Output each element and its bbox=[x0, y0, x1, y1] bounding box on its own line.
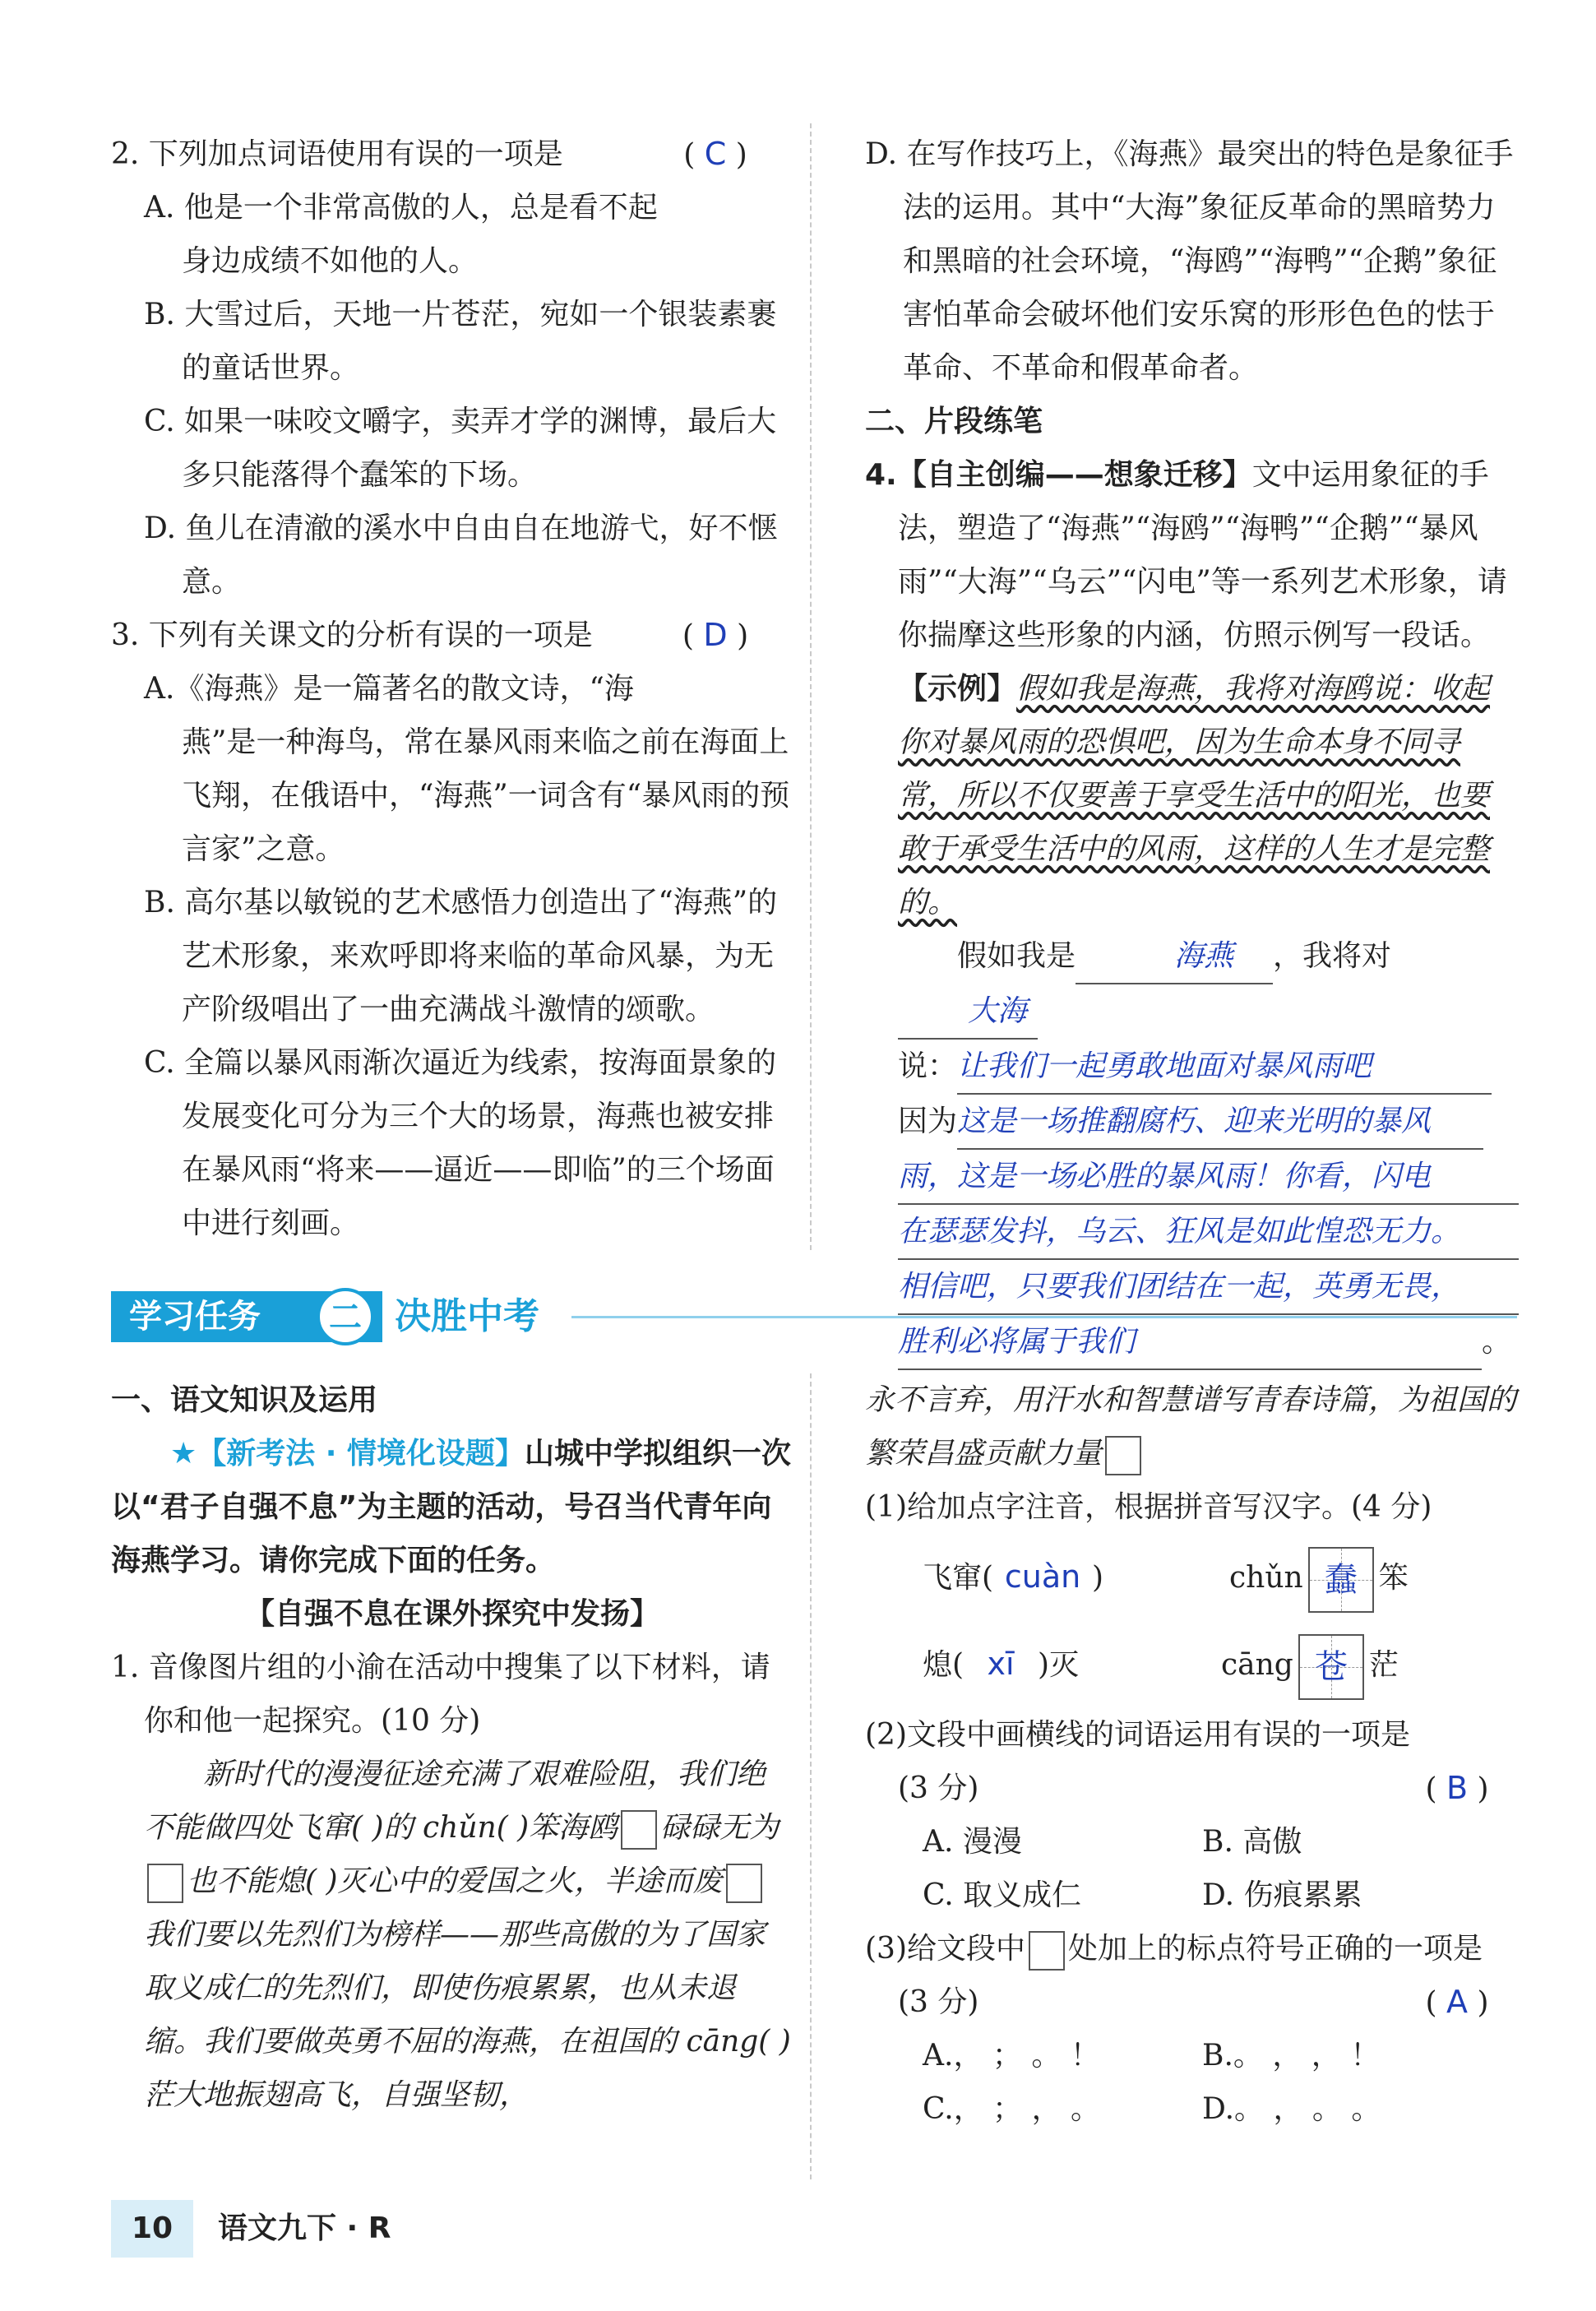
banner-title: 决胜中考 bbox=[395, 1295, 539, 1337]
q2-answer-paren: ( C ) bbox=[683, 136, 747, 172]
sub3-options-row-1 bbox=[923, 2029, 1519, 2082]
q1-passage: 新时代的漫漫征途充满了艰难险阻，我们绝不能做四处飞窜( )的 chǔn( )笨海鸥 碌碌无为也不能熄( )灭心中的爱国之火，半途而废我们要以先烈们为榜样——那些高傲的为了国家取义成仁的先烈们，即使伤痕累累，也从未退缩。我们要做英勇不屈的海燕，在祖国的 cāng( )茫大地振翅高飞，自强坚韧， bbox=[144, 1758, 791, 2112]
answer-line-last: 胜利必将属于我们 。 bbox=[898, 1315, 1519, 1370]
sub2-answer: B bbox=[1446, 1770, 1469, 1806]
char-grid-cang: 苍 bbox=[1298, 1634, 1364, 1700]
example-text: 假如我是海燕，我将对海鸥说：收起你对暴风雨的恐惧吧，因为生命本身不同寻常，所以不仅要善于享受生活中的阳光，也要敢于承受生活中的风雨，这样的人生才是完整的。 bbox=[898, 672, 1491, 919]
sub-question-2-score: (3 分) ( B ) bbox=[898, 1762, 1519, 1815]
sub2-option-b: B. 高傲 bbox=[1202, 1825, 1302, 1859]
punct-box-4 bbox=[1105, 1436, 1141, 1475]
q4-stem: 4.【自主创编——想象迁移】文中运用象征的手法，塑造了“海燕”“海鸥”“海鸭”“企鹅”“暴风雨”“大海”“乌云”“闪电”等一系列艺术形象，请你揣摩这些形象的内涵，仿照示例写一段话。 bbox=[865, 458, 1507, 652]
banner-number: 二 bbox=[317, 1288, 374, 1345]
sub3-options-row-2 bbox=[923, 2082, 1519, 2136]
sub3-option-a: A.， ； 。 ！ bbox=[923, 2039, 1100, 2072]
answer-line-2: 说：让我们一起勇敢地面对暴风雨吧 bbox=[898, 1040, 1519, 1095]
q1-stem: 1. 音像图片组的小渝在活动中搜集了以下材料，请你和他一起探究。(10 分) bbox=[111, 1651, 770, 1738]
sub-question-2: (2)文段中画横线的词语运用有误的一项是 bbox=[865, 1718, 1410, 1752]
fill-blank-2: 大海 bbox=[898, 984, 1038, 1040]
banner-rule bbox=[571, 1316, 1517, 1318]
sub2-answer-paren: ( B ) bbox=[1425, 1770, 1489, 1806]
sub-question-3-score: (3 分) ( A ) bbox=[898, 1975, 1519, 2029]
fill-blank-3: 让我们一起勇敢地面对暴风雨吧 bbox=[957, 1040, 1492, 1095]
example-tag: 【示例】 bbox=[898, 672, 1017, 706]
q4-example bbox=[898, 662, 1519, 929]
q3-option-d: D. 在写作技巧上，《海燕》最突出的特色是象征手法的运用。其中“大海”象征反革命的黑暗势力和黑暗的社会环境，“海鸥”“海鸭”“企鹅”象征害怕革命会破坏他们安乐窝的形形色色的怯于革命、不革命和假革命者。 bbox=[865, 137, 1514, 385]
fill-blank-1: 海燕 bbox=[1076, 929, 1273, 984]
new-exam-tag: ★【新考法 · 情境化设题】 bbox=[170, 1437, 525, 1470]
sub2-option-d: D. 伤痕累累 bbox=[1202, 1878, 1362, 1912]
punct-box-ref bbox=[1029, 1931, 1065, 1971]
q3-answer-paren: ( D ) bbox=[682, 617, 749, 653]
answer-line-3: 因为这是一场推翻腐朽、迎来光明的暴风 bbox=[898, 1095, 1519, 1150]
sub2-option-c: C. 取义成仁 bbox=[923, 1878, 1082, 1912]
q2-stem: 2. 下列加点词语使用有误的一项是 ( C ) bbox=[111, 127, 793, 181]
char-grid-chun: 蠢 bbox=[1308, 1547, 1374, 1613]
sub3-option-c: C.， ； ， 。 bbox=[923, 2092, 1101, 2126]
sub-question-1: (1)给加点字注音，根据拼音写汉字。(4 分) bbox=[865, 1490, 1432, 1524]
pinyin-answer-cuan: cuàn bbox=[1004, 1558, 1081, 1595]
book-title: 语文九下 · R bbox=[218, 2211, 391, 2245]
fill-line-1: 这是一场推翻腐朽、迎来光明的暴风 bbox=[957, 1095, 1483, 1150]
q2-option-c: C. 如果一味咬文嚼字，卖弄才学的渊博，最后大多只能落得个蠢笨的下场。 bbox=[144, 405, 777, 492]
banner-label: 学习任务 bbox=[111, 1291, 382, 1342]
left-top-column bbox=[111, 127, 793, 1250]
section-title-practice: 二、片段练笔 bbox=[865, 405, 1043, 438]
fill-line-4: 相信吧，只要我们团结在一起，英勇无畏， bbox=[898, 1260, 1519, 1315]
fill-line-2: 雨，这是一场必胜的暴风雨！你看，闪电 bbox=[898, 1150, 1519, 1205]
column-divider-bottom bbox=[810, 1373, 812, 2179]
answer-line-1: 假如我是 海燕 ，我将对大海 bbox=[898, 929, 1519, 1040]
right-top-column bbox=[865, 127, 1519, 1370]
punct-box-2 bbox=[147, 1864, 183, 1903]
sub3-option-b: B.。 ， ， ！ bbox=[1202, 2039, 1381, 2072]
sub3-option-d: D.。 ， 。 。 bbox=[1202, 2092, 1381, 2126]
q3-stem: 3. 下列有关课文的分析有误的一项是 ( D ) bbox=[111, 609, 793, 662]
q4-tag: 4.【自主创编——想象迁移】 bbox=[865, 458, 1252, 492]
sub-title: 【自强不息在课外探究中发扬】 bbox=[244, 1597, 659, 1631]
q3-answer: D bbox=[703, 617, 728, 653]
section-title-knowledge: 一、语文知识及运用 bbox=[111, 1383, 378, 1417]
sub2-options-row-2 bbox=[923, 1869, 1519, 1922]
fill-line-3: 在瑟瑟发抖，乌云、狂风是如此惶恐无力。 bbox=[898, 1205, 1519, 1260]
sub3-answer-paren: ( A ) bbox=[1425, 1984, 1489, 2020]
sub2-option-a: A. 漫漫 bbox=[923, 1825, 1022, 1859]
q2-option-a: A. 他是一个非常高傲的人，总是看不起身边成绩不如他的人。 bbox=[144, 191, 658, 278]
fill-line-5: 胜利必将属于我们 bbox=[898, 1315, 1482, 1370]
q3-option-c: C. 全篇以暴风雨渐次逼近为线索，按海面景象的发展变化可分为三个大的场景，海燕也被安排在暴风雨“将来——逼近——即临”的三个场面中进行刻画。 bbox=[144, 1046, 777, 1240]
punct-box-1 bbox=[621, 1810, 657, 1850]
q3-option-b: B. 高尔基以敏锐的艺术感悟力创造出了“海燕”的艺术形象，来欢呼即将来临的革命风暴，为无产阶级唱出了一曲充满战斗激情的颂歌。 bbox=[144, 886, 778, 1026]
page-footer bbox=[111, 2200, 391, 2258]
pinyin-row-2: 熄( xī )灭 cāng 苍 茫 bbox=[923, 1621, 1519, 1708]
right-bottom-column bbox=[865, 1373, 1519, 2136]
pinyin-answer-xi: xī bbox=[987, 1646, 1015, 1682]
q2-answer: C bbox=[704, 136, 727, 172]
page-number: 10 bbox=[111, 2200, 193, 2258]
q2-option-d: D. 鱼儿在清澈的溪水中自由自在地游弋，好不惬意。 bbox=[144, 512, 778, 599]
left-bottom-column bbox=[111, 1373, 793, 2122]
sub2-options-row-1 bbox=[923, 1815, 1519, 1869]
q2-option-b: B. 大雪过后，天地一片苍茫，宛如一个银装素裹的童话世界。 bbox=[144, 298, 777, 385]
passage-end: 永不言弃，用汗水和智慧谱写青春诗篇，为祖国的繁荣昌盛贡献力量 bbox=[865, 1373, 1519, 1480]
q3-option-a: A.《海燕》是一篇著名的散文诗，“海燕”是一种海鸟，常在暴风雨来临之前在海面上飞翔，在俄语中，“海燕”一词含有“暴风雨的预言家”之意。 bbox=[144, 672, 790, 866]
column-divider-top bbox=[810, 123, 812, 1250]
sub-question-3: (3)给文段中 处加上的标点符号正确的一项是 bbox=[865, 1922, 1519, 1975]
task-intro: ★【新考法 · 情境化设题】山城中学拟组织一次以“君子自强不息”为主题的活动，号召当代青年向海燕学习。请你完成下面的任务。 bbox=[111, 1437, 792, 1577]
punct-box-3 bbox=[726, 1864, 762, 1903]
pinyin-row-1: 飞窜( cuàn ) chǔn 蠢 笨 bbox=[923, 1534, 1519, 1621]
section-banner bbox=[111, 1291, 1517, 1349]
sub3-answer: A bbox=[1446, 1984, 1468, 2020]
